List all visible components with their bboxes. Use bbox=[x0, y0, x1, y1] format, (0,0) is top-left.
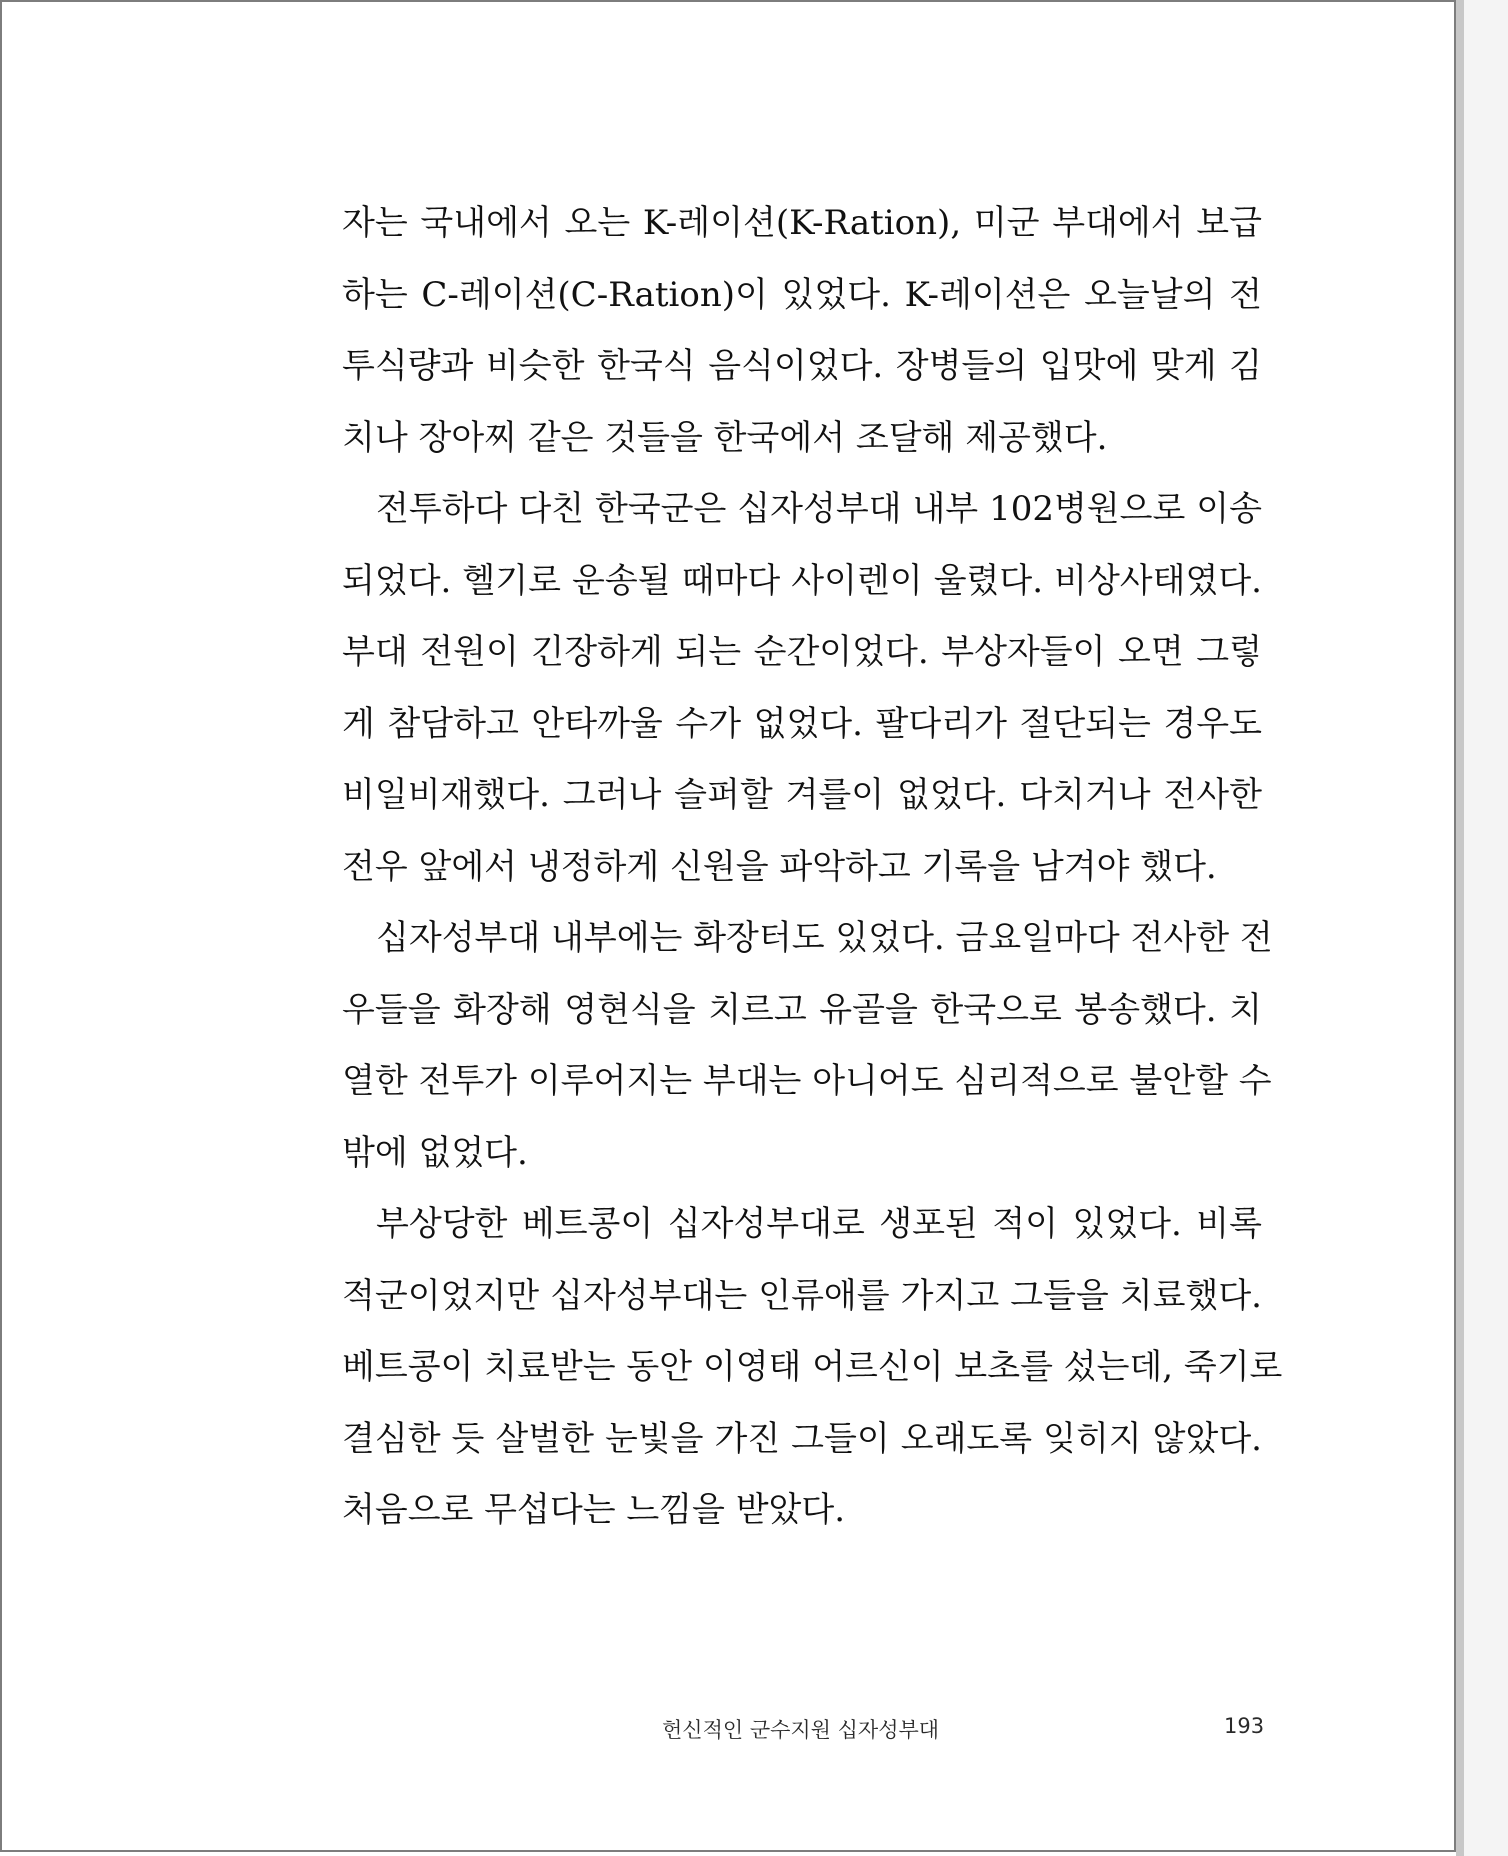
text-line: 비일비재했다. 그러나 슬퍼할 겨를이 없었다. 다치거나 전사한 bbox=[342, 775, 1262, 815]
text-line: 부상당한 베트콩이 십자성부대로 생포된 적이 있었다. 비록 bbox=[376, 1204, 1262, 1244]
text-line: 적군이었지만 십자성부대는 인류애를 가지고 그들을 치료했다. bbox=[342, 1275, 1262, 1316]
text-line: 전투하다 다친 한국군은 십자성부대 내부 102병원으로 이송 bbox=[376, 489, 1262, 529]
text-line: 결심한 듯 살벌한 눈빛을 가진 그들이 오래도록 잊히지 않았다. bbox=[342, 1418, 1262, 1459]
text-line: 십자성부대 내부에는 화장터도 있었다. 금요일마다 전사한 전 bbox=[376, 918, 1273, 958]
viewer-margin bbox=[1464, 0, 1508, 1856]
text-line: 우들을 화장해 영현식을 치르고 유골을 한국으로 봉송했다. 치 bbox=[342, 989, 1262, 1030]
text-line: 되었다. 헬기로 운송될 때마다 사이렌이 울렸다. 비상사태였다. bbox=[342, 560, 1262, 601]
text-line: 전우 앞에서 냉정하게 신원을 파악하고 기록을 남겨야 했다. bbox=[342, 846, 1217, 887]
text-line: 처음으로 무섭다는 느낌을 받았다. bbox=[342, 1490, 846, 1530]
text-line: 하는 C-레이션(C-Ration)이 있었다. K-레이션은 오늘날의 전 bbox=[342, 274, 1262, 315]
text-line: 자는 국내에서 오는 K-레이션(K-Ration), 미군 부대에서 보급 bbox=[342, 203, 1262, 243]
text-line: 베트콩이 치료받는 동안 이영태 어르신이 보초를 섰는데, 죽기로 bbox=[342, 1347, 1283, 1387]
text-line: 밖에 없었다. bbox=[342, 1132, 528, 1173]
page-edge-shadow bbox=[1456, 0, 1464, 1856]
text-line: 열한 전투가 이루어지는 부대는 아니어도 심리적으로 불안할 수 bbox=[342, 1061, 1272, 1101]
page-number: 193 bbox=[1224, 1714, 1265, 1738]
body-text bbox=[342, 188, 1283, 1547]
text-line: 부대 전원이 긴장하게 되는 순간이었다. 부상자들이 오면 그렇 bbox=[342, 632, 1262, 672]
text-line: 투식량과 비슷한 한국식 음식이었다. 장병들의 입맛에 맞게 김 bbox=[342, 346, 1262, 386]
text-line: 게 참담하고 안타까울 수가 없었다. 팔다리가 절단되는 경우도 bbox=[342, 703, 1262, 744]
text-line: 치나 장아찌 같은 것들을 한국에서 조달해 제공했다. bbox=[342, 417, 1108, 458]
running-footer-title: 헌신적인 군수지원 십자성부대 bbox=[662, 1718, 940, 1742]
